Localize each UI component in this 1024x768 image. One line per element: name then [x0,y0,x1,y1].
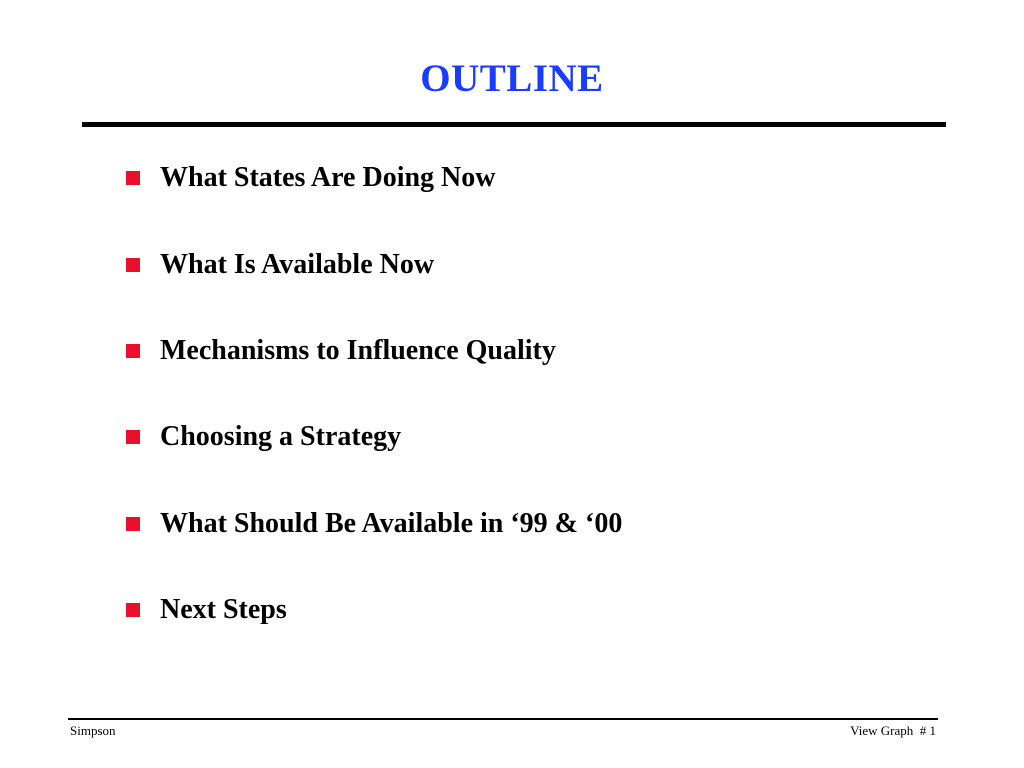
list-item [126,334,556,368]
red-square-bullet-icon [126,430,140,444]
list-item [126,420,401,454]
footer-author: Simpson [70,723,116,738]
list-item [126,248,434,282]
red-square-bullet-icon [126,258,140,272]
bullet-text: What Should Be Available in ‘99 & ‘00 [160,508,623,539]
slide-title: OUTLINE [420,57,604,100]
red-square-bullet-icon [126,603,140,617]
bullet-text: Mechanisms to Influence Quality [160,335,556,366]
list-item [126,161,495,195]
bullet-text: Next Steps [160,594,287,625]
red-square-bullet-icon [126,344,140,358]
footer-divider [68,718,938,720]
list-item [126,507,622,541]
bullet-text: What Is Available Now [160,249,435,280]
red-square-bullet-icon [126,171,140,185]
title-divider [82,122,946,127]
red-square-bullet-icon [126,517,140,531]
bullet-text: What States Are Doing Now [160,162,496,193]
list-item [126,593,287,627]
bullet-text: Choosing a Strategy [160,421,402,452]
footer-page-label: View Graph # 1 [850,723,936,738]
